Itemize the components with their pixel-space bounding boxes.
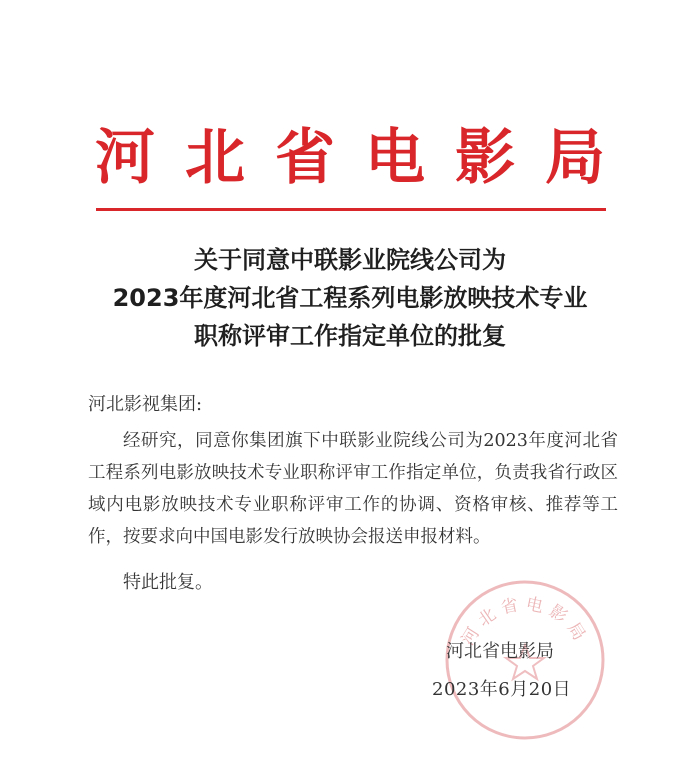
body-paragraph-container [88,425,618,553]
salutation: 河北影视集团: [88,394,203,415]
seal-text: 河北省电影局 [457,594,593,650]
signature-date: 2023年6月20日 [432,679,572,700]
signature-organization: 河北省电影局 [446,641,554,662]
closing-remark: 特此批复。 [123,572,213,593]
red-divider-line [96,208,606,211]
title-line-2: 2023年度河北省工程系列电影放映技术专业 [112,284,588,312]
title-line-1: 关于同意中联影业院线公司为 [194,246,506,274]
title-line-3: 职称评审工作指定单位的批复 [194,322,506,350]
document-title [0,241,700,355]
issuer-letterhead: 河北省电影局 [95,123,635,193]
body-paragraph: 经研究，同意你集团旗下中联影业院线公司为2023年度河北省工程系列电影放映技术专业职称评审工作指定单位，负责我省行政区域内电影放映技术专业职称评审工作的协调、资格审核、推荐等工作，按要求向中国电影发行放映协会报送申报材料。 [88,431,618,547]
